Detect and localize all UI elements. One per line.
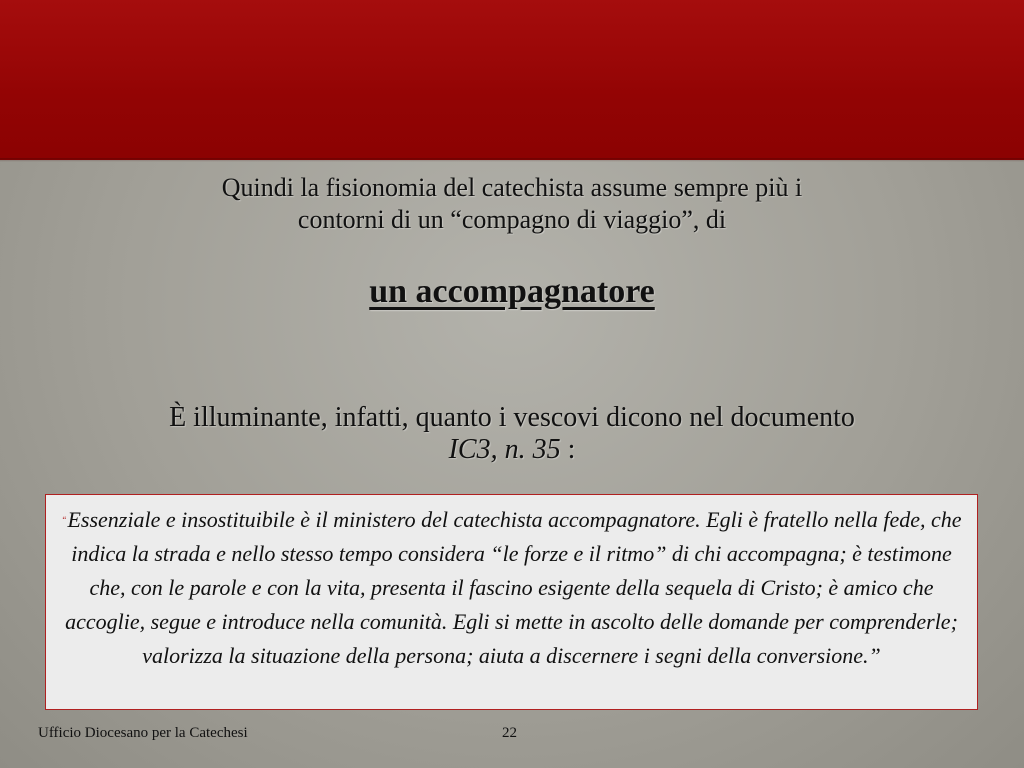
intro-line-2: contorni di un “compagno di viaggio”, di (297, 205, 727, 234)
document-reference: IC3, n. 35 (448, 434, 561, 465)
highlight-heading: un accompagnatore (369, 273, 655, 310)
page-number: 22 (502, 725, 517, 741)
intro-paragraph (60, 172, 964, 236)
header-band-shadow (0, 158, 1024, 162)
footer-office: Ufficio Diocesano per la Catechesi (38, 725, 248, 741)
lead-paragraph (40, 402, 984, 466)
quote-open-mark: “ (61, 515, 67, 525)
lead-line-1: È illuminante, infatti, quanto i vescovi dicono nel documento (169, 402, 855, 433)
quote-box (45, 494, 978, 710)
quote-paragraph (52, 503, 971, 673)
intro-line-1: Quindi la fisionomia del catechista assume sempre più i (221, 173, 803, 202)
header-band (0, 0, 1024, 160)
lead-suffix: : (560, 434, 576, 465)
quote-text: Essenziale e insostituibile è il ministero del catechista accompagnatore. Egli è fratello nella fede, che indica la strada e nello stesso tempo considera “le forze e il ritmo” di chi accompagna; è testimone che, con le parole e con la vita, presenta il fascino esigente della sequela di Cristo; è amico che accoglie, segue e introduce nella comunità. Egli si mette in ascolto delle domande per comprenderle; valorizza la situazione della persona; aiuta a discernere i segni della conversione.” (65, 507, 962, 668)
lead-line-2 (40, 434, 984, 466)
